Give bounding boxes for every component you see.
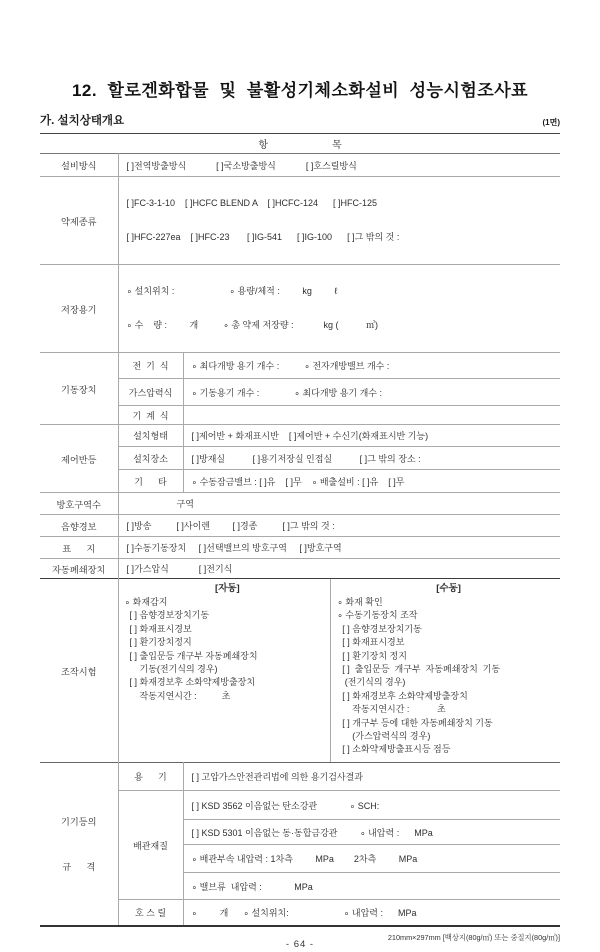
row-sign — [40, 537, 560, 559]
manual-line: [ ] 개구부 등에 대한 자동폐쇄장치 기동 — [337, 717, 493, 728]
row-content-protection-zones: 구역 — [118, 493, 560, 515]
row-equipment-container — [40, 763, 560, 791]
row-content-storage-container — [118, 265, 560, 353]
manual-line: [ ] 소화약제방출표시등 점등 — [337, 744, 451, 755]
auto-line: [ ] 출입문등 개구부 자동폐쇄장치 — [124, 650, 258, 661]
agent-type-line1: [ ]FC-3-1-10 [ ]HCFC BLEND A [ ]HCFC-124 [ ]HFC-125 — [126, 198, 378, 208]
manual-line: ∘ 화재 확인 — [337, 597, 383, 607]
manual-line: 작동지연시간 : 초 — [337, 704, 446, 715]
footer — [40, 934, 560, 952]
row-control-panel-location — [40, 447, 560, 470]
row-content-pipe-3: ∘ 배관부속 내압력 : 1차측 MPa 2차측 MPa — [183, 845, 560, 873]
sublabel-container: 용 기 — [118, 763, 183, 791]
auto-line: 기동(전기식의 경우) — [124, 664, 218, 675]
row-label-protection-zones: 방호구역수 — [40, 493, 118, 515]
auto-line: [ ] 음향경보장치기동 — [124, 610, 210, 621]
sublabel-actuator-mechanical: 기 계 식 — [118, 406, 183, 425]
row-content-actuator-gas: ∘ 기동용기 개수 : ∘ 최다개방 용기 개수 : — [183, 379, 560, 406]
operation-test-panel — [118, 579, 560, 763]
section-header-row — [40, 112, 560, 128]
auto-line: [ ] 화재경보후 소화약제방출장치 — [124, 677, 256, 688]
sublabel-actuator-electric: 전 기 식 — [118, 353, 183, 379]
row-label-audio-alarm: 음향경보 — [40, 515, 118, 537]
row-content-pipe-1: [ ] KSD 3562 이음없는 탄소강관 ∘ SCH: — [183, 791, 560, 820]
sublabel-hose-reel: 호 스 릴 — [118, 900, 183, 926]
page-number: - 64 - — [285, 938, 315, 950]
table-header-cell — [40, 134, 560, 154]
operation-test-manual-column — [330, 579, 560, 762]
row-pipe-material-1 — [40, 791, 560, 820]
sublabel-panel-form: 설치형태 — [118, 425, 183, 447]
row-control-panel-form — [40, 425, 560, 447]
manual-column-header: [수동] — [436, 583, 461, 594]
row-agent-type — [40, 177, 560, 265]
row-content-panel-form: [ ]제어반 + 화재표시반 [ ]제어반 + 수신기(화재표시반 기능) — [183, 425, 560, 447]
row-content-auto-closer: [ ]가스압식 [ ]전기식 — [118, 559, 560, 579]
table-header-row — [40, 134, 560, 154]
row-audio-alarm — [40, 515, 560, 537]
row-content-sign: [ ]수동기동장치 [ ]선택밸브의 방호구역 [ ]방호구역 — [118, 537, 560, 559]
survey-table — [40, 133, 560, 927]
agent-type-line2: [ ]HFC-227ea [ ]HFC-23 [ ]IG-541 [ ]IG-100 [ ]그 밖의 것 : — [126, 231, 400, 242]
auto-line: [ ] 화재표시경보 — [124, 623, 192, 634]
row-content-container: [ ] 고압가스안전관리법에 의한 용기검사결과 — [183, 763, 560, 791]
section-title: 가. 설치상태개요 — [40, 115, 125, 127]
row-label-install-method: 설비방식 — [40, 154, 118, 177]
document-page — [0, 76, 600, 950]
row-label-control-panel: 제어반등 — [40, 425, 118, 493]
row-content-panel-etc: ∘ 수동잠금밸브 : [ ]유 [ ]무 ∘ 배출설비 : [ ]유 [ ]무 — [183, 470, 560, 493]
row-label-actuator: 기동장치 — [40, 353, 118, 425]
operation-test-auto-column — [119, 579, 331, 762]
manual-line: (전기식의 경우) — [337, 677, 406, 688]
paper-spec: 210mm×297mm [백상지(80g/㎡) 또는 중질지(80g/㎡)] — [387, 932, 560, 942]
equipment-label-line1: 기기등의 — [60, 816, 97, 827]
header-hang: 항 — [258, 140, 268, 151]
manual-line: [ ] 환기장치 정지 — [337, 650, 407, 661]
row-content-actuator-mechanical — [183, 406, 560, 425]
sublabel-panel-etc: 기 타 — [118, 470, 183, 493]
row-label-equipment-spec — [40, 763, 118, 926]
equipment-label-line2: 규 격 — [62, 861, 96, 872]
sublabel-actuator-gas: 가스압력식 — [118, 379, 183, 406]
row-content-actuator-electric: ∘ 최다개방 용기 개수 : ∘ 전자개방밸브 개수 : — [183, 353, 560, 379]
row-operation-test — [40, 579, 560, 763]
row-content-agent-type — [118, 177, 560, 265]
row-content-hose-reel: ∘ 개 ∘ 설치위치: ∘ 내압력 : MPa — [183, 900, 560, 926]
row-actuator-gas — [40, 379, 560, 406]
manual-line: [ ] 화재경보후 소화약제방출장치 — [337, 690, 468, 701]
manual-line: [ ] 음향경보장치기동 — [337, 623, 422, 634]
sublabel-pipe-material: 배관재질 — [118, 791, 183, 900]
row-content-audio-alarm: [ ]방송 [ ]사이렌 [ ]경종 [ ]그 밖의 것 : — [118, 515, 560, 537]
row-actuator-electric — [40, 353, 560, 379]
row-content-pipe-2: [ ] KSD 5301 이음없는 동·동합금강관 ∘ 내압력 : MPa — [183, 820, 560, 845]
manual-line: [ ] 출입문등 개구부 자동폐쇄장치 기동 — [337, 664, 501, 675]
row-actuator-mechanical — [40, 406, 560, 425]
row-auto-closer — [40, 559, 560, 579]
sublabel-panel-location: 설치장소 — [118, 447, 183, 470]
storage-line2: ∘ 수 량 : 개 ∘ 총 약제 저장량 : kg ( ㎥) — [126, 319, 379, 330]
row-content-pipe-4: ∘ 밸브류 내압력 : MPa — [183, 873, 560, 900]
row-hose-reel — [40, 900, 560, 926]
row-label-operation-test: 조작시험 — [40, 579, 118, 763]
row-label-sign: 표 지 — [40, 537, 118, 559]
page-side-marker: (1면) — [542, 118, 560, 127]
manual-line: (가스압력식의 경우) — [337, 731, 431, 742]
manual-line: ∘ 수동기동장치 조작 — [337, 610, 418, 621]
document-title: 12. 할로겐화합물 및 불활성기체소화설비 성능시험조사표 — [71, 81, 529, 100]
row-control-panel-etc — [40, 470, 560, 493]
auto-line: [ ] 환기장치정지 — [124, 637, 192, 648]
auto-column-header: [자동] — [215, 583, 240, 594]
auto-line: 작동지연시간 : 초 — [124, 690, 231, 701]
storage-line1: ∘ 설치위치 : ∘ 용량/체적 : kg ℓ — [126, 286, 338, 296]
row-label-storage-container: 저장용기 — [40, 265, 118, 353]
row-install-method — [40, 154, 560, 177]
row-label-agent-type: 약제종류 — [40, 177, 118, 265]
header-mok: 목 — [332, 140, 342, 151]
row-label-auto-closer: 자동폐쇄장치 — [40, 559, 118, 579]
auto-line: ∘ 화재감지 — [124, 597, 168, 607]
row-protection-zones — [40, 493, 560, 515]
row-content-install-method: [ ]전역방출방식 [ ]국소방출방식 [ ]호스릴방식 — [118, 154, 560, 177]
manual-line: [ ] 화재표시경보 — [337, 637, 405, 648]
row-content-panel-location: [ ]방재실 [ ]용기저장실 인접실 [ ]그 밖의 장소 : — [183, 447, 560, 470]
row-storage-container — [40, 265, 560, 353]
